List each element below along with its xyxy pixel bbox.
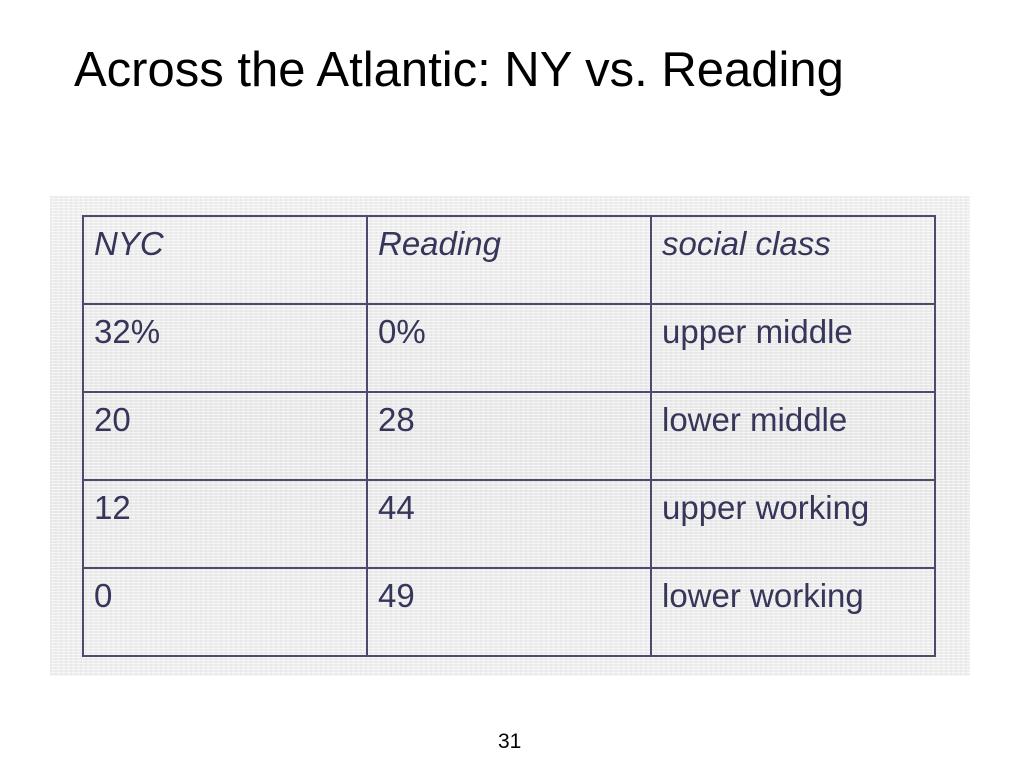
table-cell: upper middle [651,304,935,392]
page-number: 31 [498,730,522,753]
table-cell: 32% [83,304,367,392]
table-cell: lower middle [651,392,935,480]
table-cell: upper working [651,480,935,568]
header-cell-social-class: social class [651,216,935,304]
table-cell: 28 [367,392,651,480]
table-cell: 44 [367,480,651,568]
header-cell-nyc: NYC [83,216,367,304]
table-cell: 20 [83,392,367,480]
table-row [83,304,935,392]
data-table [82,215,936,657]
table-cell: 12 [83,480,367,568]
table-cell: 49 [367,568,651,656]
table-cell: lower working [651,568,935,656]
table-cell: 0 [83,568,367,656]
table-row [83,568,935,656]
header-cell-reading: Reading [367,216,651,304]
table-row [83,480,935,568]
slide-title: Across the Atlantic: NY vs. Reading [74,43,844,97]
table-header-row [83,216,935,304]
table-cell: 0% [367,304,651,392]
table-row [83,392,935,480]
table-panel [50,196,970,676]
